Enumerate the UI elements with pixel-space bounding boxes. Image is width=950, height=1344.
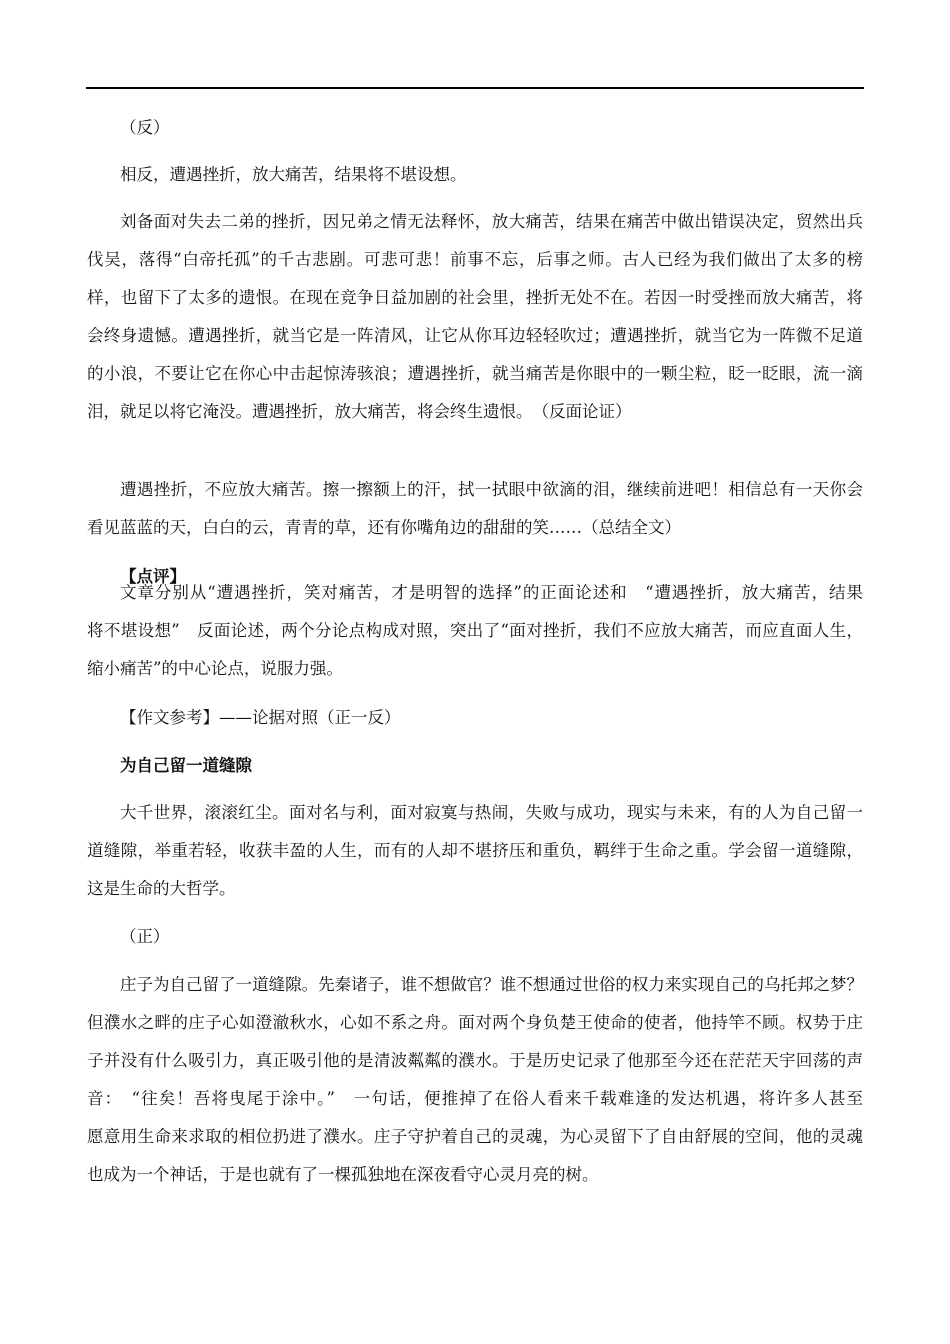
header-rule	[86, 87, 864, 89]
text-line: （正）	[120, 927, 170, 946]
text-line: 庄子为自己留了一道缝隙。先秦诸子，谁不想做官？谁不想通过世俗的权力来实现自己的乌托邦之梦？	[120, 975, 863, 994]
reference-heading	[87, 699, 863, 737]
paragraph-conclusion	[87, 471, 863, 547]
text-line: 音： “往矣！吾将曳尾于涂中。” 一句话，便推掉了在俗人看来千载难逢的发达机遇，将许多人甚至	[87, 1089, 863, 1108]
essay-intro	[87, 794, 863, 908]
text-line: 【作文参考】——论据对照（正一反）	[120, 708, 401, 727]
text-line: 但濮水之畔的庄子心如澄澈秋水，心如不系之舟。面对两个身负楚王使命的使者，他持竿不顾。权势于庄	[87, 1013, 863, 1032]
essay-title	[87, 747, 863, 785]
paragraph-liubei	[87, 203, 863, 431]
text-line: 泪，就足以将它淹没。遭遇挫折，放大痛苦，将会终生遗恨。 （反面论证）	[87, 402, 632, 421]
text-line: 样，也留下了太多的遗恨。在现在竞争日益加剧的社会里，挫折无处不在。若因一时受挫而放大痛苦，将	[87, 288, 863, 307]
text-line: （反）	[120, 118, 170, 137]
section-label-fan	[87, 109, 863, 147]
text-line: 文章分别从“遭遇挫折，笑对痛苦，才是明智的选择”的正面论述和 “遭遇挫折，放大痛苦，结果	[120, 583, 863, 602]
text-line: 子并没有什么吸引力，真正吸引他的是清波粼粼的濮水。于是历史记录了他那至今还在茫茫天宇回荡的声	[87, 1051, 863, 1070]
paragraph-zhuangzi	[87, 966, 863, 1194]
text-line: 这是生命的大哲学。	[87, 879, 236, 898]
text-line: 遭遇挫折，不应放大痛苦。擦一擦额上的汗，拭一拭眼中欲滴的泪，继续前进吧！相信总有一天你会	[120, 480, 863, 499]
paragraph-fan-intro	[87, 156, 863, 194]
text-line: 相反，遭遇挫折，放大痛苦，结果将不堪设想。	[120, 165, 467, 184]
comment-paragraph	[87, 574, 863, 688]
text-line: 也成为一个神话，于是也就有了一棵孤独地在深夜看守心灵月亮的树。	[87, 1165, 599, 1184]
section-label-zheng	[87, 918, 863, 956]
text-line: 将不堪设想” 反面论述，两个分论点构成对照，突出了“面对挫折，我们不应放大痛苦，而应直面人生，	[87, 621, 863, 640]
text-line: 看见蓝蓝的天，白白的云，青青的草，还有你嘴角边的甜甜的笑……（总结全文）	[87, 518, 681, 537]
text-line: 大千世界，滚滚红尘。面对名与利，面对寂寞与热闹，失败与成功，现实与未来，有的人为自己留一	[120, 803, 863, 822]
text-line: 道缝隙，举重若轻，收获丰盈的人生，而有的人却不堪挤压和重负，羁绊于生命之重。学会留一道缝隙，	[87, 841, 863, 860]
text-line: 为自己留一道缝隙	[120, 756, 252, 775]
text-line: 的小浪，不要让它在你心中击起惊涛骇浪；遭遇挫折，就当痛苦是你眼中的一颗尘粒，眨一眨眼，流一滴	[87, 364, 863, 383]
text-line: 愿意用生命来求取的相位扔进了濮水。庄子守护着自己的灵魂，为心灵留下了自由舒展的空间，他的灵魂	[87, 1127, 863, 1146]
text-line: 缩小痛苦”的中心论点，说服力强。	[87, 659, 343, 678]
text-line: 【点评】	[120, 567, 186, 586]
text-line: 刘备面对失去二弟的挫折，因兄弟之情无法释怀，放大痛苦，结果在痛苦中做出错误决定，贸然出兵	[120, 212, 863, 231]
text-line: 伐吴，落得“白帝托孤”的千古悲剧。可悲可悲！前事不忘，后事之师。古人已经为我们做出了太多的榜	[87, 250, 863, 269]
text-line: 会终身遗憾。遭遇挫折，就当它是一阵清风，让它从你耳边轻轻吹过；遭遇挫折，就当它为一阵微不足道	[87, 326, 863, 345]
